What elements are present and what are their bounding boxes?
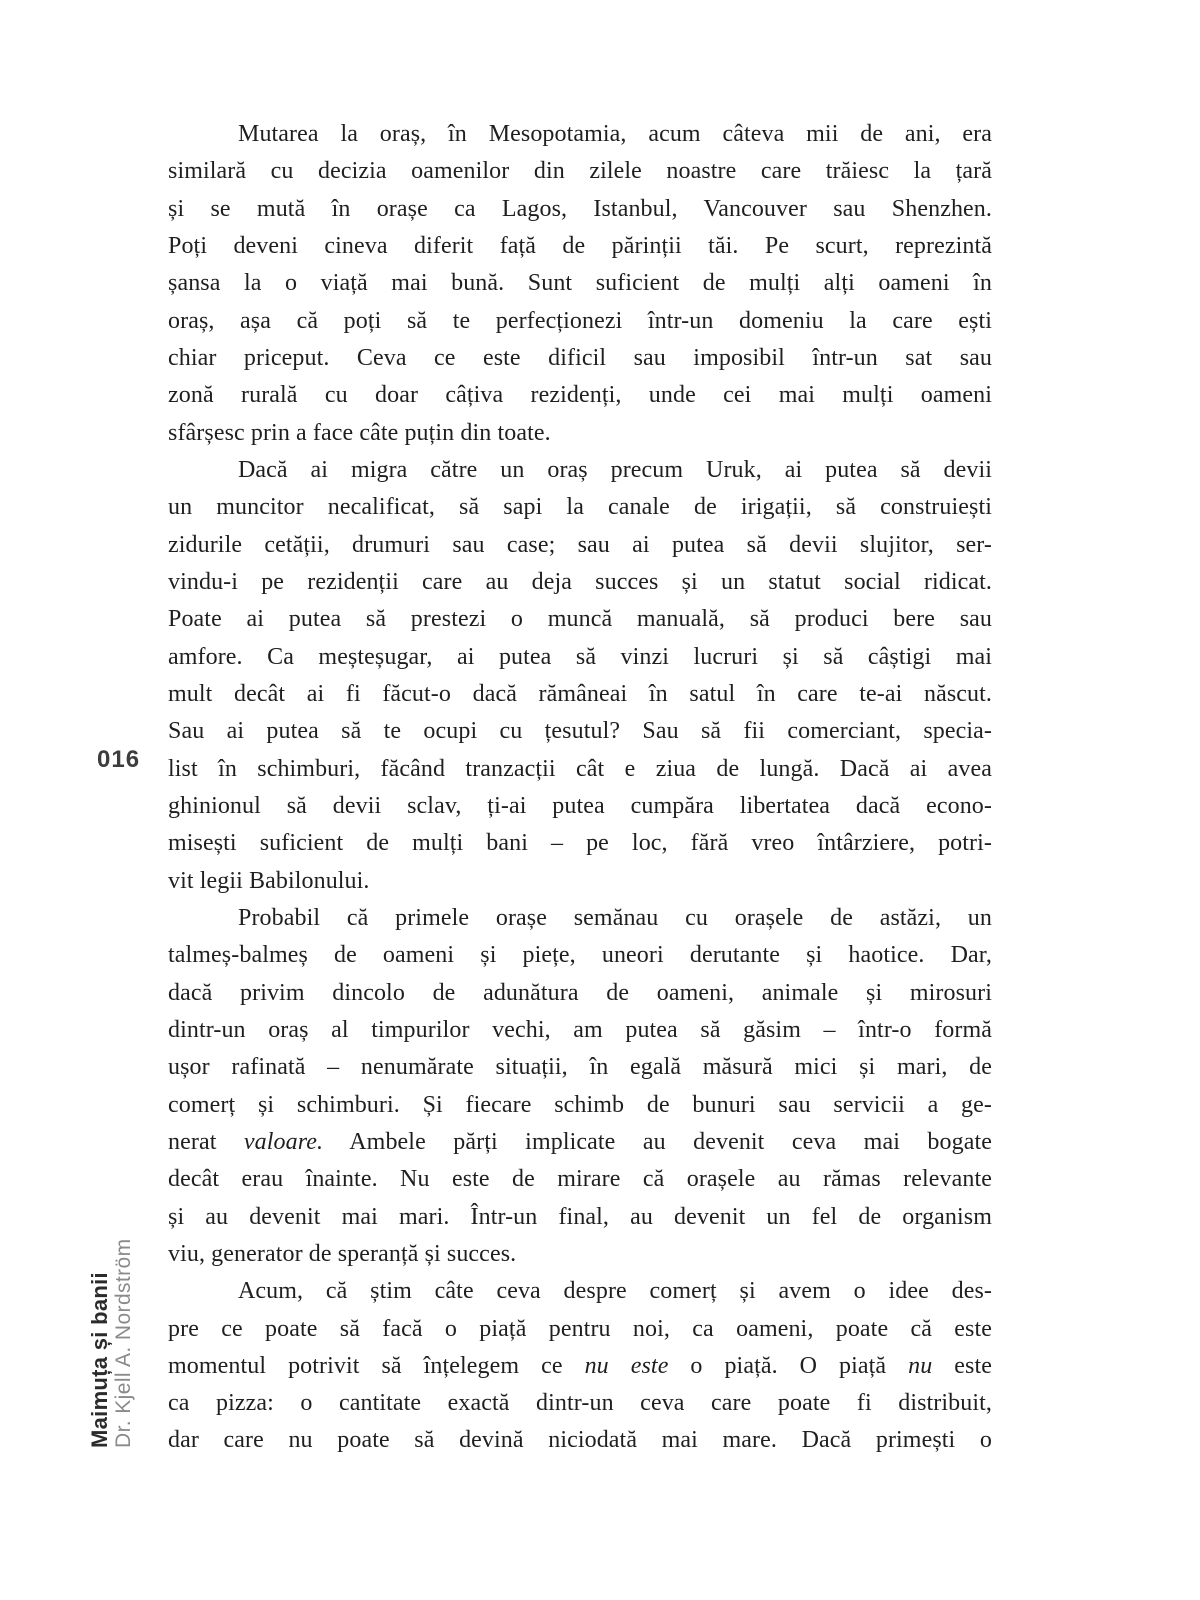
text-line: mult decât ai fi făcut-o dacă rămâneai în satul în care te-ai născut. <box>168 680 992 707</box>
text-line: dacă privim dincolo de adunătura de oameni, animale și mirosuri <box>168 979 992 1006</box>
spine-text <box>87 1238 136 1448</box>
text-line: vindu-i pe rezidenții care au deja succes și un statut social ridicat. <box>168 568 992 595</box>
paragraph <box>168 900 992 1273</box>
text-line: Probabil că primele orașe semănau cu orașele de astăzi, un <box>238 904 992 931</box>
text-line: misești suficient de mulți bani – pe loc, fără vreo întârziere, potri- <box>168 830 992 857</box>
text-line: nerat valoare. Ambele părți implicate au devenit ceva mai bogate <box>168 1128 992 1155</box>
text-line: Poți deveni cineva diferit față de părinții tăi. Pe scurt, reprezintă <box>168 232 992 259</box>
text-line: similară cu decizia oamenilor din zilele noastre care trăiesc la țară <box>168 158 992 185</box>
text-line: șansa la o viață mai bună. Sunt suficient de mulți alți oameni în <box>168 270 992 297</box>
text-line: Dacă ai migra către un oraș precum Uruk, ai putea să devii <box>238 456 992 483</box>
text-line: Poate ai putea să prestezi o muncă manuală, să produci bere sau <box>168 606 992 633</box>
text-line: dintr-un oraș al timpurilor vechi, am putea să găsim – într-o formă <box>168 1016 992 1043</box>
book-title: Maimuța și banii <box>87 1272 112 1448</box>
text-line: Acum, că știm câte ceva despre comerț și avem o idee des- <box>238 1278 992 1305</box>
text-line: dar care nu poate să devină niciodată mai mare. Dacă primești o <box>168 1427 992 1454</box>
text-line: talmeș-balmeș de oameni și piețe, uneori derutante și haotice. Dar, <box>168 942 992 969</box>
paragraph <box>168 116 992 452</box>
text-line: oraș, așa că poți să te perfecționezi într-un domeniu la care ești <box>168 307 992 334</box>
text-line: și au devenit mai mari. Într-un final, au devenit un fel de organism <box>168 1203 992 1230</box>
text-line: Sau ai putea să te ocupi cu țesutul? Sau să fii comerciant, specia- <box>168 718 992 745</box>
text-line: decât erau înainte. Nu este de mirare că orașele au rămas relevante <box>168 1166 992 1193</box>
text-line: pre ce poate să facă o piață pentru noi, ca oameni, poate că este <box>168 1315 992 1342</box>
paragraph <box>168 1273 992 1460</box>
text-line: zidurile cetății, drumuri sau case; sau ai putea să devii slujitor, ser- <box>168 531 992 558</box>
text-line: zonă rurală cu doar câțiva rezidenți, unde cei mai mulți oameni <box>168 382 992 409</box>
paragraph <box>168 452 992 900</box>
text-line: un muncitor necalificat, să sapi la canale de irigații, să construiești <box>168 494 992 521</box>
text-line: comerț și schimburi. Și fiecare schimb de bunuri sau servicii a ge- <box>168 1091 992 1118</box>
text-line: ca pizza: o cantitate exactă dintr-un ceva care poate fi distribuit, <box>168 1390 992 1417</box>
page-number: 016 <box>97 746 141 773</box>
body-text <box>168 116 992 1460</box>
text-line: chiar priceput. Ceva ce este dificil sau imposibil într-un sat sau <box>168 344 992 371</box>
text-line: momentul potrivit să înțelegem ce nu este o piață. O piață nu este <box>168 1352 992 1379</box>
book-author: Dr. Kjell A. Nordström <box>112 1238 135 1448</box>
text-line: Mutarea la oraș, în Mesopotamia, acum câteva mii de ani, era <box>238 121 992 147</box>
text-line: și se mută în orașe ca Lagos, Istanbul, Vancouver sau Shenzhen. <box>168 195 992 222</box>
text-line: vit legii Babilonului. <box>168 867 370 894</box>
text-line: ușor rafinată – nenumărate situații, în egală măsură mici și mari, de <box>168 1054 992 1081</box>
text-line: viu, generator de speranță și succes. <box>168 1240 517 1267</box>
text-line: ghinionul să devii sclav, ți-ai putea cumpăra libertatea dacă econo- <box>168 792 992 819</box>
text-line: list în schimburi, făcând tranzacții cât e ziua de lungă. Dacă ai avea <box>168 755 992 782</box>
text-line: sfârșesc prin a face câte puțin din toate. <box>168 419 551 446</box>
text-line: amfore. Ca meșteșugar, ai putea să vinzi lucruri și să câștigi mai <box>168 643 992 670</box>
